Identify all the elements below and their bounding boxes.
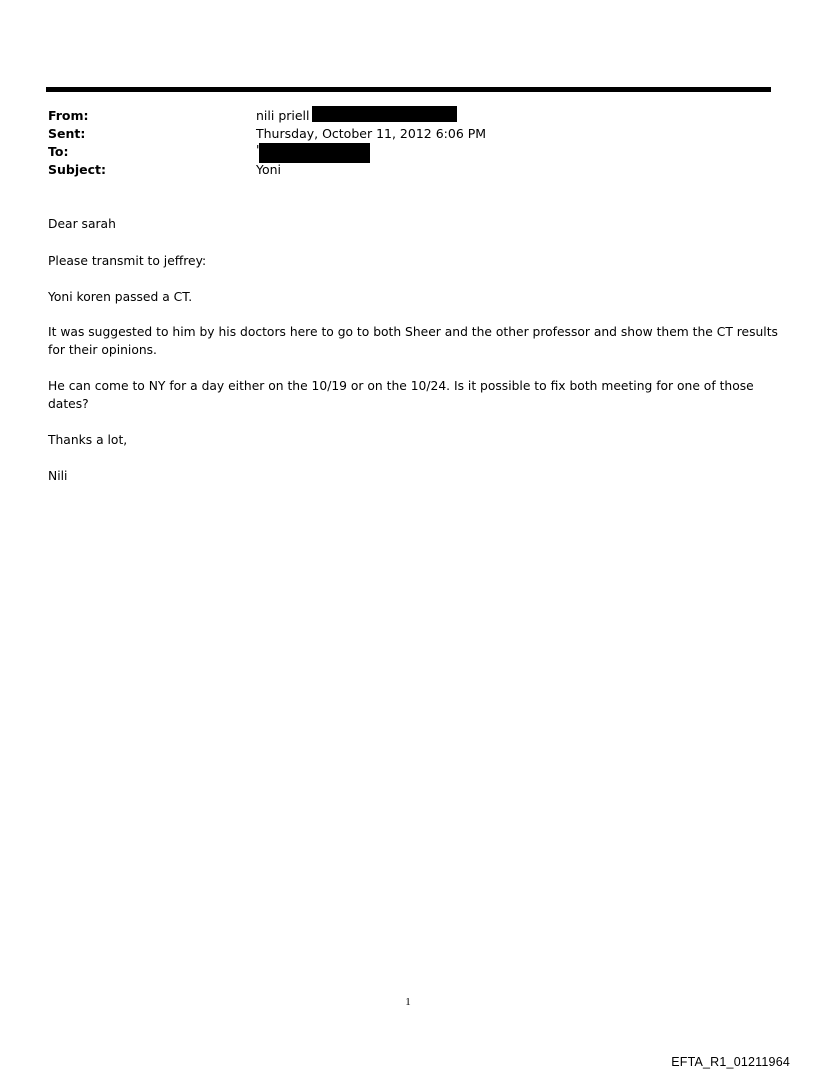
page-number: 1 [405, 996, 411, 1008]
body-line-ct: Yoni koren passed a CT. [48, 290, 193, 304]
body-paragraph-dates-line-2: dates? [48, 397, 89, 411]
sent-label: Sent: [48, 126, 86, 141]
body-paragraph-suggestion-line-1: It was suggested to him by his doctors here to go to both Sheer and the other professor and show them the CT results [48, 325, 778, 339]
bates-number: EFTA_R1_01211964 [671, 1055, 790, 1069]
body-line-transmit: Please transmit to jeffrey: [48, 254, 207, 268]
body-closing: Thanks a lot, [48, 433, 128, 447]
to-value: ' [256, 142, 260, 157]
redaction-box-from [312, 106, 457, 122]
subject-value: Yoni [256, 162, 282, 177]
from-label: From: [48, 108, 89, 123]
from-value: nili priell [256, 108, 310, 123]
redaction-box-to [259, 143, 370, 163]
body-paragraph-suggestion-line-2: for their opinions. [48, 343, 157, 357]
to-label: To: [48, 144, 69, 159]
body-signature: Nili [48, 469, 68, 483]
body-paragraph-dates-line-1: He can come to NY for a day either on the 10/19 or on the 10/24. Is it possible to fix both meeting for one of those [48, 379, 754, 393]
sent-value: Thursday, October 11, 2012 6:06 PM [256, 126, 487, 141]
subject-label: Subject: [48, 162, 106, 177]
body-greeting: Dear sarah [48, 217, 116, 231]
header-divider [46, 87, 771, 92]
